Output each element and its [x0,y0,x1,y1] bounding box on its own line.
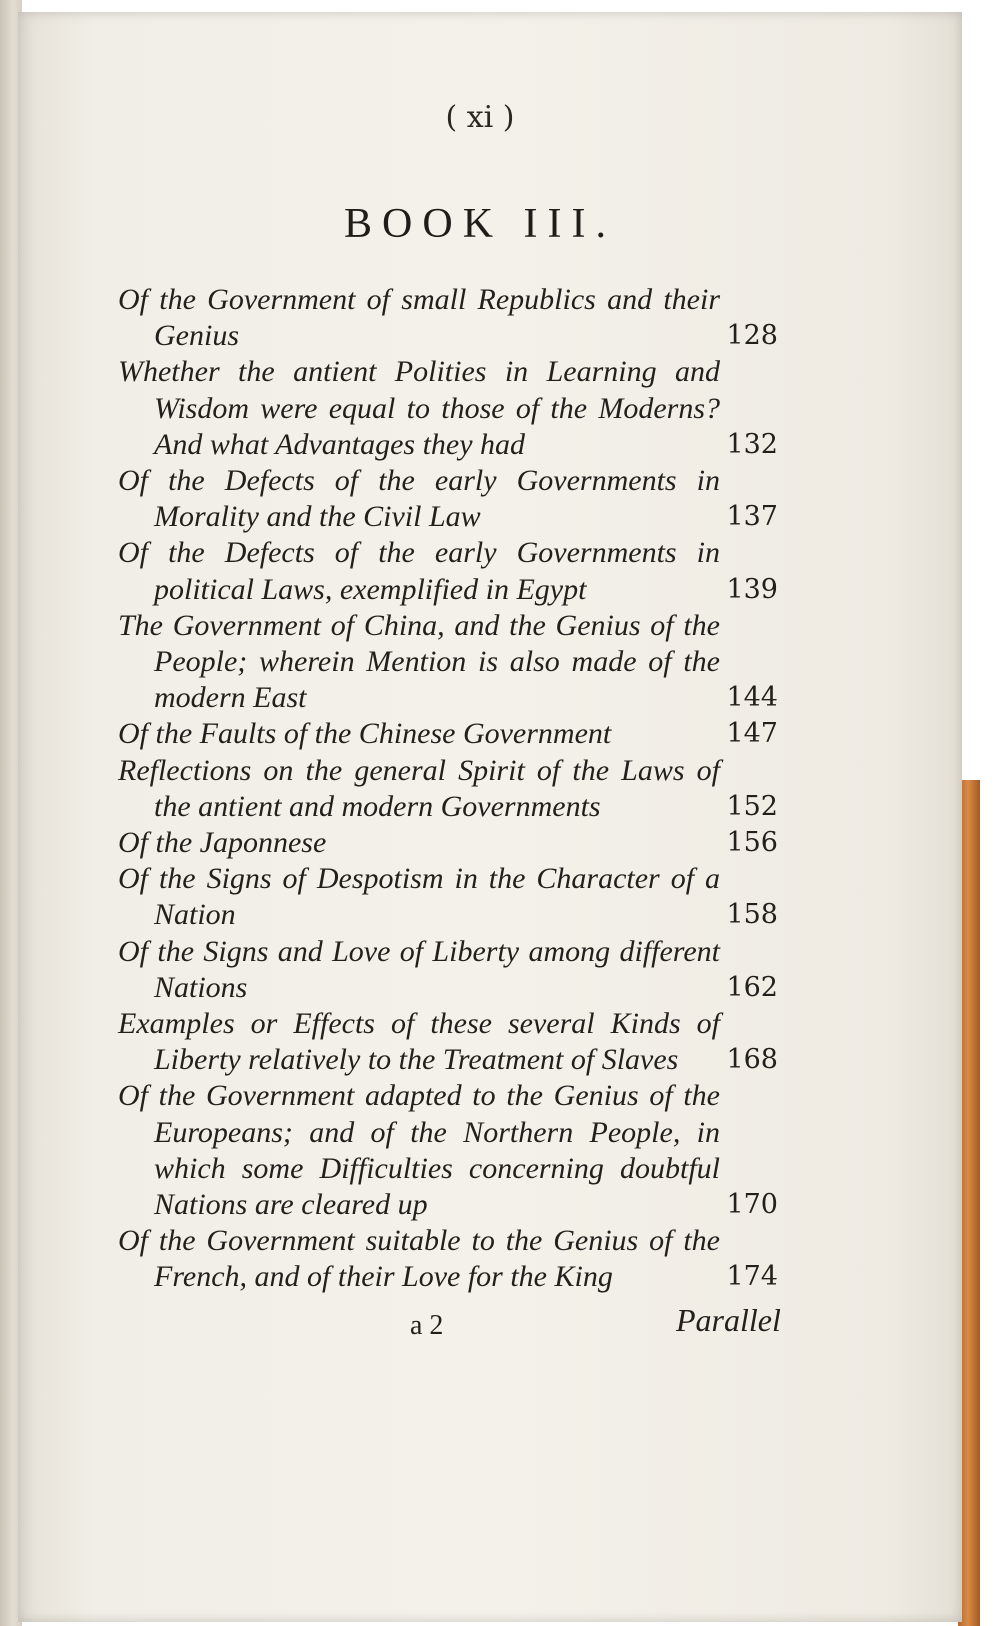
table-of-contents [118,282,778,1296]
toc-entry-page: 132 [726,428,778,460]
toc-entry-page: 170 [726,1189,778,1221]
toc-entry-title: Of the Government suitable to the Genius of the French, and of their Love for the King [118,1224,720,1294]
toc-entry-title: Reflections on the general Spirit of the Laws of the antient and modern Governments [118,753,720,823]
toc-entry-page: 152 [726,790,778,822]
toc-entry-title: Of the Government of small Republics and their Genius [118,283,720,353]
toc-entry-title: Of the Government adapted to the Genius of the Europeans; and of the Northern People, in which some Difficulties concerning doubtful Nations are cleared up [118,1079,720,1222]
page-number: ( xi ) [445,100,515,135]
toc-entry-title: Of the Faults of the Chinese Government [118,717,612,751]
toc-entry-title: The Government of China, and the Genius of the People; wherein Mention is also made of the modern East [118,608,720,715]
book-heading: BOOK III. [344,201,616,247]
toc-entry [118,608,778,717]
toc-entry-page: 139 [726,573,778,605]
toc-entry [118,1078,778,1223]
toc-entry-page: 128 [726,320,778,352]
toc-entry [118,282,778,354]
toc-entry-page: 158 [726,899,778,931]
toc-entry [118,463,778,535]
signature-mark: a 2 [410,1310,444,1341]
toc-entry [118,1223,778,1295]
toc-entry-title: Of the Signs of Despotism in the Character of a Nation [118,862,720,932]
toc-entry-page: 174 [726,1261,778,1293]
toc-entry-title: Of the Defects of the early Governments in political Laws, exemplified in Egypt [118,536,720,606]
toc-entry [118,861,778,933]
toc-entry [118,354,778,463]
toc-entry-title: Of the Japonnese [118,826,327,860]
toc-entry-page: 168 [726,1044,778,1076]
toc-entry-page: 144 [726,682,778,714]
toc-entry [118,535,778,607]
toc-entry [118,934,778,1006]
toc-entry-page: 147 [726,718,778,750]
toc-entry [118,716,778,752]
toc-entry-title: Whether the antient Polities in Learning and Wisdom were equal to those of the Moderns? And what Advantages they had [118,355,720,461]
toc-entry-title: Of the Signs and Love of Liberty among different Nations [118,934,720,1004]
toc-entry-title: Of the Defects of the early Governments in Morality and the Civil Law [118,464,720,534]
toc-entry-page: 137 [726,501,778,533]
catchword: Parallel [676,1302,781,1338]
toc-entry [118,1006,778,1078]
toc-entry-page: 156 [726,827,778,859]
toc-entry-page: 162 [726,971,778,1003]
toc-entry [118,753,778,825]
toc-entry [118,825,778,861]
toc-entry-title: Examples or Effects of these several Kinds of Liberty relatively to the Treatment of Slaves [118,1007,720,1077]
